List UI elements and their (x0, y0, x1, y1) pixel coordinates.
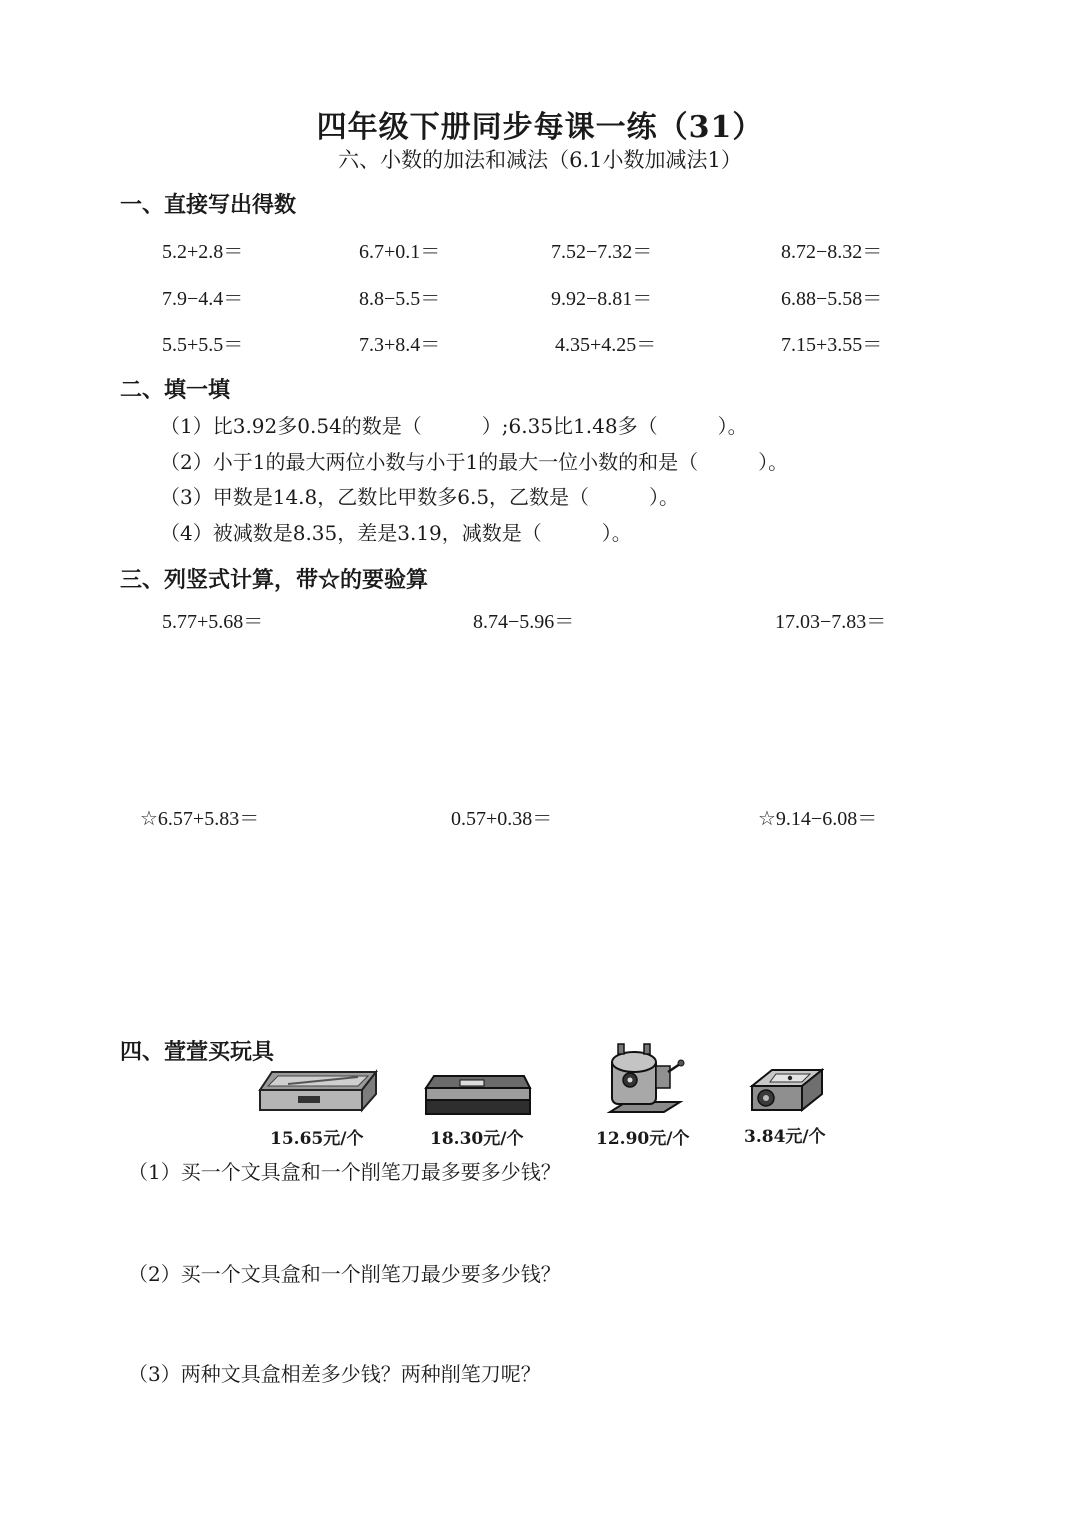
small-sharpener-icon (748, 1066, 824, 1114)
oral-calc-item: 7.15+3.55＝ (781, 334, 883, 356)
oral-calc-item: 5.5+5.5＝ (162, 334, 244, 356)
section-4-heading: 四、萱萱买玩具 (120, 1039, 275, 1065)
fill-blank-item: （2）小于1的最大两位小数与小于1的最大一位小数的和是（ ）。 (160, 450, 789, 474)
vertical-calc-item: 17.03−7.83＝ (775, 611, 887, 633)
fill-blank-item: （1）比3.92多0.54的数是（ ）;6.35比1.48多（ ）。 (160, 414, 748, 438)
price-label: 18.30元/个 (430, 1129, 524, 1149)
pencil-case-icon (424, 1074, 532, 1116)
oral-calc-item: 6.7+0.1＝ (359, 241, 441, 263)
section-3-heading: 三、列竖式计算，带☆的要验算 (120, 567, 429, 593)
oral-calc-item: 7.52−7.32＝ (551, 241, 653, 263)
vertical-calc-item: ☆9.14−6.08＝ (758, 808, 878, 830)
vertical-calc-item: 5.77+5.68＝ (162, 611, 264, 633)
fill-blank-item: （3）甲数是14.8，乙数比甲数多6.5，乙数是（ ）。 (160, 485, 680, 509)
page-title: 四年级下册同步每课一练（31） (316, 110, 764, 145)
section-1-heading: 一、直接写出得数 (120, 192, 297, 218)
pencil-box-icon (258, 1068, 378, 1116)
price-label: 3.84元/个 (744, 1127, 826, 1147)
oral-calc-item: 5.2+2.8＝ (162, 241, 244, 263)
section-2-heading: 二、填一填 (120, 377, 231, 403)
vertical-calc-item: 0.57+0.38＝ (451, 808, 553, 830)
vertical-calc-item: 8.74−5.96＝ (473, 611, 575, 633)
fill-blank-item: （4）被减数是8.35，差是3.19，减数是（ ）。 (160, 521, 632, 545)
oral-calc-item: 4.35+4.25＝ (555, 334, 657, 356)
page-subtitle: 六、小数的加法和减法（6.1小数加减法1） (338, 148, 742, 172)
price-label: 15.65元/个 (270, 1129, 364, 1149)
oral-calc-item: 8.8−5.5＝ (359, 288, 441, 310)
oral-calc-item: 7.9−4.4＝ (162, 288, 244, 310)
oral-calc-item: 6.88−5.58＝ (781, 288, 883, 310)
word-problem-question: （3）两种文具盒相差多少钱？两种削笔刀呢？ (128, 1362, 541, 1386)
word-problem-question: （2）买一个文具盒和一个削笔刀最少要多少钱？ (128, 1262, 561, 1286)
oral-calc-item: 7.3+8.4＝ (359, 334, 441, 356)
price-label: 12.90元/个 (596, 1129, 690, 1149)
word-problem-question: （1）买一个文具盒和一个削笔刀最多要多少钱？ (128, 1160, 561, 1184)
oral-calc-item: 8.72−8.32＝ (781, 241, 883, 263)
vertical-calc-item: ☆6.57+5.83＝ (140, 808, 260, 830)
desk-sharpener-icon (604, 1042, 686, 1118)
oral-calc-item: 9.92−8.81＝ (551, 288, 653, 310)
